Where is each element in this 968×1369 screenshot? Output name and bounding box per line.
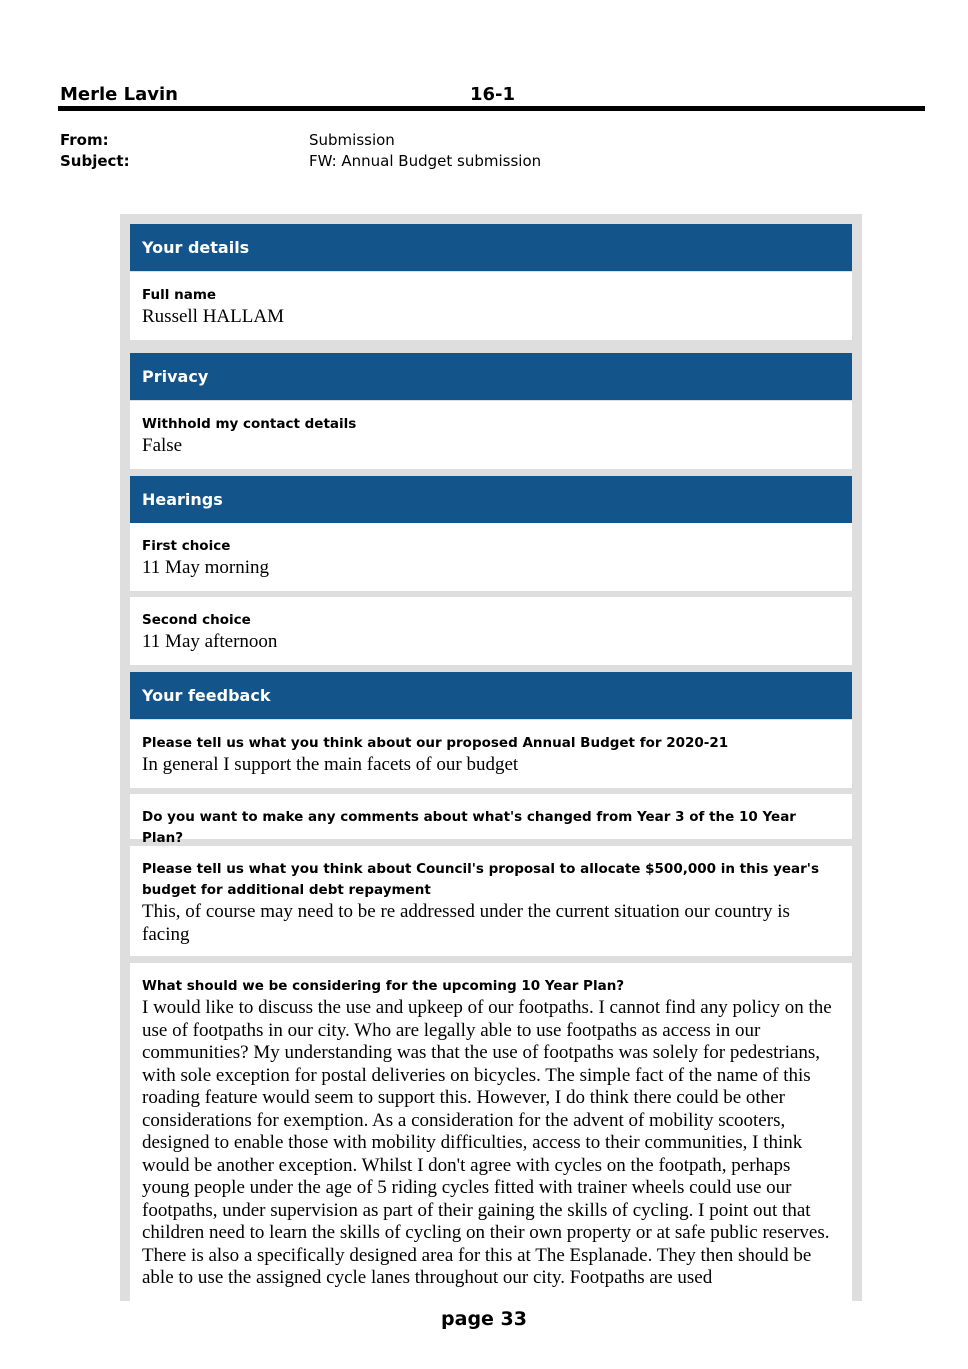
withhold-label: Withhold my contact details [142, 416, 357, 432]
section-your-details: Your details [130, 224, 852, 271]
submission-form [120, 214, 862, 1301]
field-first-choice [130, 523, 852, 591]
field-budget-opinion [130, 720, 852, 788]
field-second-choice [130, 597, 852, 665]
full-name-value: Russell HALLAM [142, 306, 284, 327]
field-withhold-contact [130, 401, 852, 469]
debt-question: Please tell us what you think about Council's proposal to allocate $500,000 in this year's budget for additional debt repayment [142, 861, 819, 898]
debt-answer: This, of course may need to be re addressed under the current situation our country is facing [142, 901, 790, 945]
second-choice-label: Second choice [142, 612, 251, 628]
subject-value: FW: Annual Budget submission [309, 152, 542, 170]
author-name: Merle Lavin [60, 84, 178, 105]
subject-label: Subject: [60, 152, 130, 170]
from-value: Submission [309, 131, 395, 149]
budget-question: Please tell us what you think about our proposed Annual Budget for 2020-21 [142, 735, 729, 751]
document-reference: 16-1 [470, 84, 516, 105]
section-privacy: Privacy [130, 353, 852, 400]
field-ten-year-plan [130, 963, 852, 1301]
first-choice-value: 11 May morning [142, 557, 270, 578]
full-name-label: Full name [142, 287, 217, 303]
changes-question: Do you want to make any comments about what's changed from Year 3 of the 10 Year Plan? [142, 809, 796, 846]
plan-answer: I would like to discuss the use and upkeep of our footpaths. I cannot find any policy on the use of footpaths in our city. Who are legally able to use footpaths as access in our communities? My understanding was that the use of footpaths was solely for pedestrians, with sole exception for postal deliveries on bicycles. The simple fact of the name of this roading feature would seem to support this. However, I do think there could be other considerations for exemption. As a consideration for the advent of mobility scooters, designed to enable those with mobility difficulties, access to their communities, I think would be another exception. Whilst I don't agree with cycles on the footpath, perhaps young people under the age of 5 riding cycles fitted with trainer wheels could use our footpaths, under supervision as part of their gaining the skills of cycling. I point out that children need to learn the skills of cycling on their own property or at safe public reserves. There is also a specifically designed area for this at The Esplanade. They then should be able to use the assigned cycle lanes throughout our city. Footpaths are used [142, 997, 832, 1288]
budget-answer: In general I support the main facets of our budget [142, 754, 519, 775]
field-debt-repayment [130, 846, 852, 956]
first-choice-label: First choice [142, 538, 231, 554]
header-rule [58, 106, 925, 111]
second-choice-value: 11 May afternoon [142, 631, 278, 652]
field-full-name [130, 272, 852, 340]
from-label: From: [60, 131, 109, 149]
section-your-feedback: Your feedback [130, 672, 852, 719]
withhold-value: False [142, 435, 183, 456]
page-number: page 33 [441, 1308, 527, 1330]
field-plan-changes [130, 794, 852, 846]
section-hearings: Hearings [130, 476, 852, 523]
plan-question: What should we be considering for the upcoming 10 Year Plan? [142, 978, 625, 994]
